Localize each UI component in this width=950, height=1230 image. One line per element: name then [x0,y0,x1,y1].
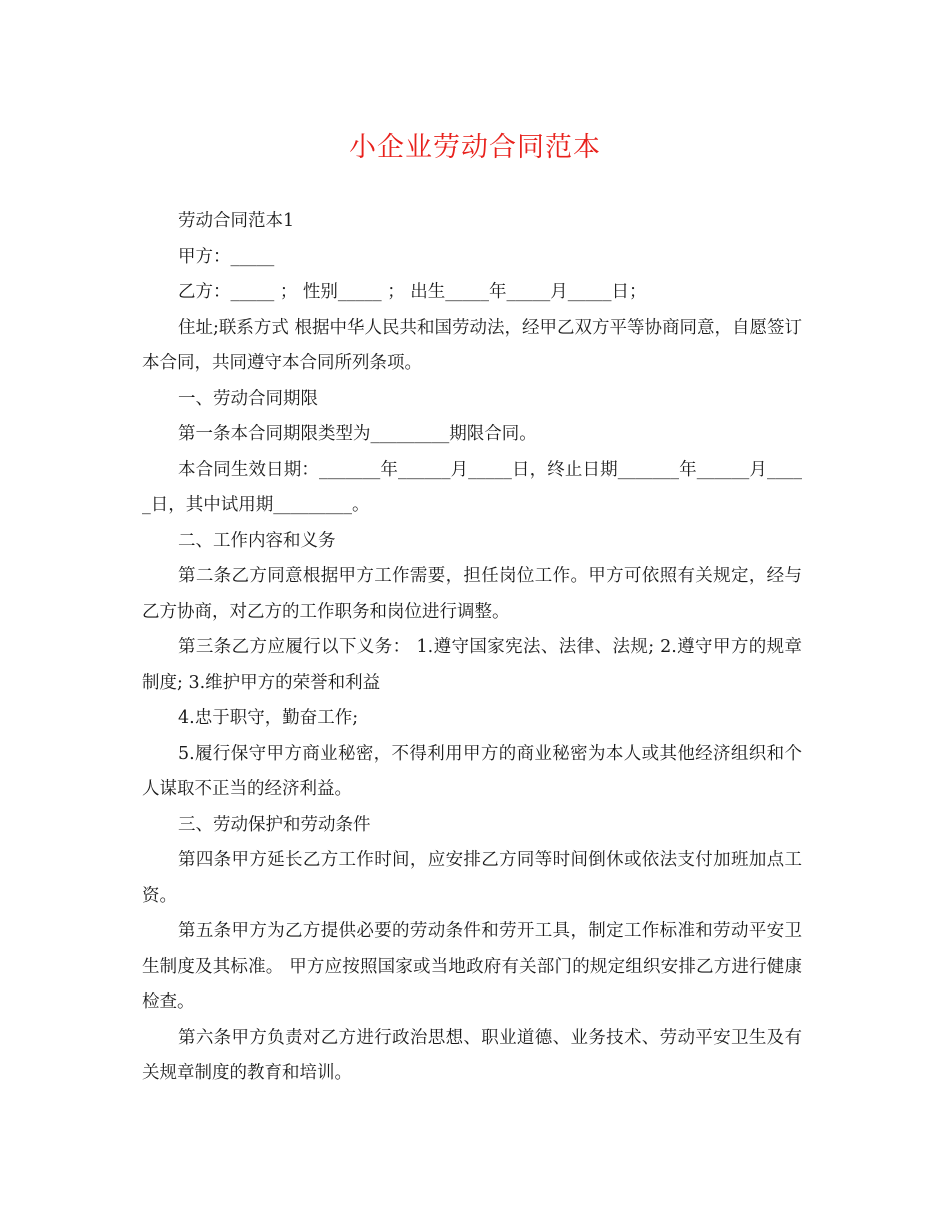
paragraph-article-4: 第四条甲方延长乙方工作时间，应安排乙方同等时间倒休或依法支付加班加点工资。 [142,850,802,906]
paragraph-article-6: 第六条甲方负责对乙方进行政治思想、职业道德、业务技术、劳动平安卫生及有关规章制度的教育和培训。 [142,1027,802,1083]
paragraph-article-2: 第二条乙方同意根据甲方工作需要，担任岗位工作。甲方可依照有关规定，经与乙方协商，对乙方的工作职务和岗位进行调整。 [142,566,802,622]
section-heading-protection: 三、劳动保护和劳动条件 [178,814,371,835]
paragraph-duty-4: 4.忠于职守，勤奋工作; [178,708,359,728]
document-body [142,204,802,1092]
document-title: 小企业劳动合同范本 [349,132,601,163]
section-heading-duties: 二、工作内容和义务 [178,530,336,551]
paragraph-duty-5: 5.履行保守甲方商业秘密，不得利用甲方的商业秘密为本人或其他经济组织和个人谋取不正当的经济利益。 [142,743,802,799]
paragraph-article-1: 第一条本合同期限类型为_________期限合同。 [178,424,537,444]
paragraph-effective-date: 本合同生效日期：_______年______月_____日，终止日期_______年______月_____日，其中试用期_________。 [142,459,802,515]
paragraph-party-b: 乙方：_____ ； 性别_____ ； 出生_____年_____月_____日； [178,282,647,302]
paragraph-article-3: 第三条乙方应履行以下义务： 1.遵守国家宪法、法律、法规; 2.遵守甲方的规章制度; 3.维护甲方的荣誉和利益 [142,637,802,693]
paragraph-heading-sample: 劳动合同范本1 [178,211,295,231]
paragraph-article-5: 第五条甲方为乙方提供必要的劳动条件和劳开工具，制定工作标准和劳动平安卫生制度及其标准。 甲方应按照国家或当地政府有关部门的规定组织安排乙方进行健康检查。 [142,921,802,1012]
paragraph-address-intro: 住址;联系方式 根据中华人民共和国劳动法，经甲乙双方平等协商同意，自愿签订本合同，共同遵守本合同所列条项。 [142,317,802,373]
paragraph-party-a: 甲方：_____ [178,246,275,267]
section-heading-term: 一、劳动合同期限 [178,388,318,409]
